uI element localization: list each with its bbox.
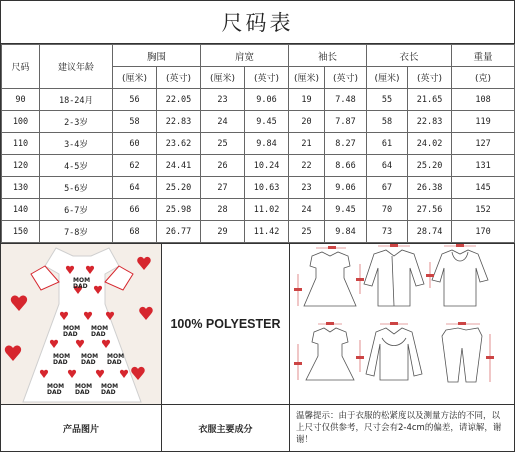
- unit-gram: (克): [452, 67, 515, 89]
- table-cell: 67: [367, 177, 408, 199]
- unit-inch: (英寸): [245, 67, 289, 89]
- table-cell: 25: [289, 221, 325, 243]
- material-cell: [162, 244, 290, 404]
- table-row: [2, 221, 515, 243]
- table-cell: 8.27: [325, 133, 367, 155]
- unit-inch: (英寸): [408, 67, 452, 89]
- table-cell: 55: [367, 89, 408, 111]
- table-cell: 170: [452, 221, 515, 243]
- svg-text:MOM: MOM: [73, 277, 91, 284]
- header-chest: 胸围: [113, 45, 201, 67]
- table-cell: 22.83: [157, 111, 201, 133]
- table-cell: 64: [113, 177, 157, 199]
- table-cell: 58: [113, 111, 157, 133]
- svg-text:DAD: DAD: [75, 389, 90, 396]
- table-cell: 127: [452, 133, 515, 155]
- table-cell: 73: [367, 221, 408, 243]
- table-cell: 150: [2, 221, 40, 243]
- svg-text:DAD: DAD: [73, 283, 88, 290]
- unit-cm: (厘米): [113, 67, 157, 89]
- table-cell: 7.87: [325, 111, 367, 133]
- svg-text:MOM: MOM: [91, 325, 109, 332]
- table-cell: 24.02: [408, 133, 452, 155]
- table-cell: 24: [201, 111, 245, 133]
- svg-text:DAD: DAD: [101, 389, 116, 396]
- table-cell: 56: [113, 89, 157, 111]
- table-cell: 26: [201, 155, 245, 177]
- table-cell: 58: [367, 111, 408, 133]
- product-photo: [1, 244, 162, 404]
- header-length: 衣长: [367, 45, 452, 67]
- table-cell: 23: [289, 177, 325, 199]
- table-cell: 3-4岁: [40, 133, 113, 155]
- table-cell: 22.05: [157, 89, 201, 111]
- header-shoulder: 肩宽: [201, 45, 289, 67]
- svg-text:DAD: DAD: [81, 359, 96, 366]
- table-cell: 11.42: [245, 221, 289, 243]
- table-cell: 26.77: [157, 221, 201, 243]
- unit-inch: (英寸): [157, 67, 201, 89]
- table-cell: 62: [113, 155, 157, 177]
- main-material-label: 衣服主要成分: [162, 405, 290, 451]
- svg-text:DAD: DAD: [63, 331, 78, 338]
- table-cell: 110: [2, 133, 40, 155]
- dress-illustration: [1, 244, 161, 404]
- svg-text:DAD: DAD: [91, 331, 106, 338]
- table-cell: 70: [367, 199, 408, 221]
- table-row: [2, 177, 515, 199]
- table-cell: 9.45: [245, 111, 289, 133]
- table-row: [2, 155, 515, 177]
- table-cell: 25.98: [157, 199, 201, 221]
- svg-text:MOM: MOM: [47, 383, 65, 390]
- table-cell: 130: [2, 177, 40, 199]
- table-cell: 20: [289, 111, 325, 133]
- table-cell: 23.62: [157, 133, 201, 155]
- header-size: 尺码: [2, 45, 40, 89]
- table-cell: 11.02: [245, 199, 289, 221]
- chart-title: 尺码表: [1, 1, 514, 44]
- table-cell: 61: [367, 133, 408, 155]
- table-cell: 9.84: [245, 133, 289, 155]
- unit-cm: (厘米): [201, 67, 245, 89]
- svg-text:MOM: MOM: [63, 325, 81, 332]
- table-cell: 68: [113, 221, 157, 243]
- svg-text:MOM: MOM: [81, 353, 99, 360]
- table-cell: 23: [201, 89, 245, 111]
- table-cell: 25: [201, 133, 245, 155]
- table-cell: 119: [452, 111, 515, 133]
- table-header-row: [2, 45, 515, 67]
- svg-text:MOM: MOM: [107, 353, 125, 360]
- table-cell: 8.66: [325, 155, 367, 177]
- unit-inch: (英寸): [325, 67, 367, 89]
- table-cell: 26.38: [408, 177, 452, 199]
- table-cell: 21: [289, 133, 325, 155]
- table-cell: 145: [452, 177, 515, 199]
- table-cell: 2-3岁: [40, 111, 113, 133]
- table-cell: 25.20: [157, 177, 201, 199]
- svg-text:MOM: MOM: [53, 353, 71, 360]
- unit-cm: (厘米): [289, 67, 325, 89]
- svg-text:DAD: DAD: [53, 359, 68, 366]
- table-cell: 9.84: [325, 221, 367, 243]
- table-cell: 9.45: [325, 199, 367, 221]
- table-row: [2, 133, 515, 155]
- table-cell: 60: [113, 133, 157, 155]
- table-cell: 19: [289, 89, 325, 111]
- table-row: [2, 89, 515, 111]
- table-cell: 5-6岁: [40, 177, 113, 199]
- table-row: [2, 199, 515, 221]
- table-cell: 4-5岁: [40, 155, 113, 177]
- table-cell: 64: [367, 155, 408, 177]
- svg-text:DAD: DAD: [107, 359, 122, 366]
- table-cell: 24: [289, 199, 325, 221]
- material-text: 100% POLYESTER: [170, 317, 281, 331]
- header-sleeve: 袖长: [289, 45, 367, 67]
- table-cell: 120: [2, 155, 40, 177]
- table-cell: 9.06: [325, 177, 367, 199]
- table-row: [2, 111, 515, 133]
- size-table: [1, 44, 515, 243]
- svg-text:MOM: MOM: [101, 383, 119, 390]
- table-cell: 22.83: [408, 111, 452, 133]
- table-cell: 27.56: [408, 199, 452, 221]
- measurement-diagrams: [290, 244, 514, 404]
- table-cell: 22: [289, 155, 325, 177]
- table-cell: 7.48: [325, 89, 367, 111]
- table-cell: 24.41: [157, 155, 201, 177]
- table-cell: 27: [201, 177, 245, 199]
- table-cell: 66: [113, 199, 157, 221]
- table-cell: 100: [2, 111, 40, 133]
- svg-text:MOM: MOM: [75, 383, 93, 390]
- table-cell: 28.74: [408, 221, 452, 243]
- table-cell: 28: [201, 199, 245, 221]
- table-cell: 29: [201, 221, 245, 243]
- table-cell: 6-7岁: [40, 199, 113, 221]
- table-cell: 152: [452, 199, 515, 221]
- product-image-label: 产品图片: [1, 405, 162, 451]
- table-cell: 90: [2, 89, 40, 111]
- table-cell: 10.24: [245, 155, 289, 177]
- table-cell: 25.20: [408, 155, 452, 177]
- garment-measurement-icon: [290, 244, 514, 404]
- svg-text:DAD: DAD: [47, 389, 62, 396]
- header-weight: 重量: [452, 45, 515, 67]
- info-section: [1, 243, 514, 405]
- size-notice: 温馨提示：由于衣服的松紧度以及测量方法的不同，以上尺寸仅供参考，尺寸会有2-4cm的偏差，请谅解，谢谢！: [296, 411, 502, 445]
- table-cell: 7-8岁: [40, 221, 113, 243]
- table-cell: 10.63: [245, 177, 289, 199]
- unit-cm: (厘米): [367, 67, 408, 89]
- table-cell: 18-24月: [40, 89, 113, 111]
- footer-row: [1, 405, 514, 451]
- header-age: 建议年龄: [40, 45, 113, 89]
- table-cell: 9.06: [245, 89, 289, 111]
- table-cell: 140: [2, 199, 40, 221]
- table-cell: 108: [452, 89, 515, 111]
- table-cell: 131: [452, 155, 515, 177]
- table-cell: 21.65: [408, 89, 452, 111]
